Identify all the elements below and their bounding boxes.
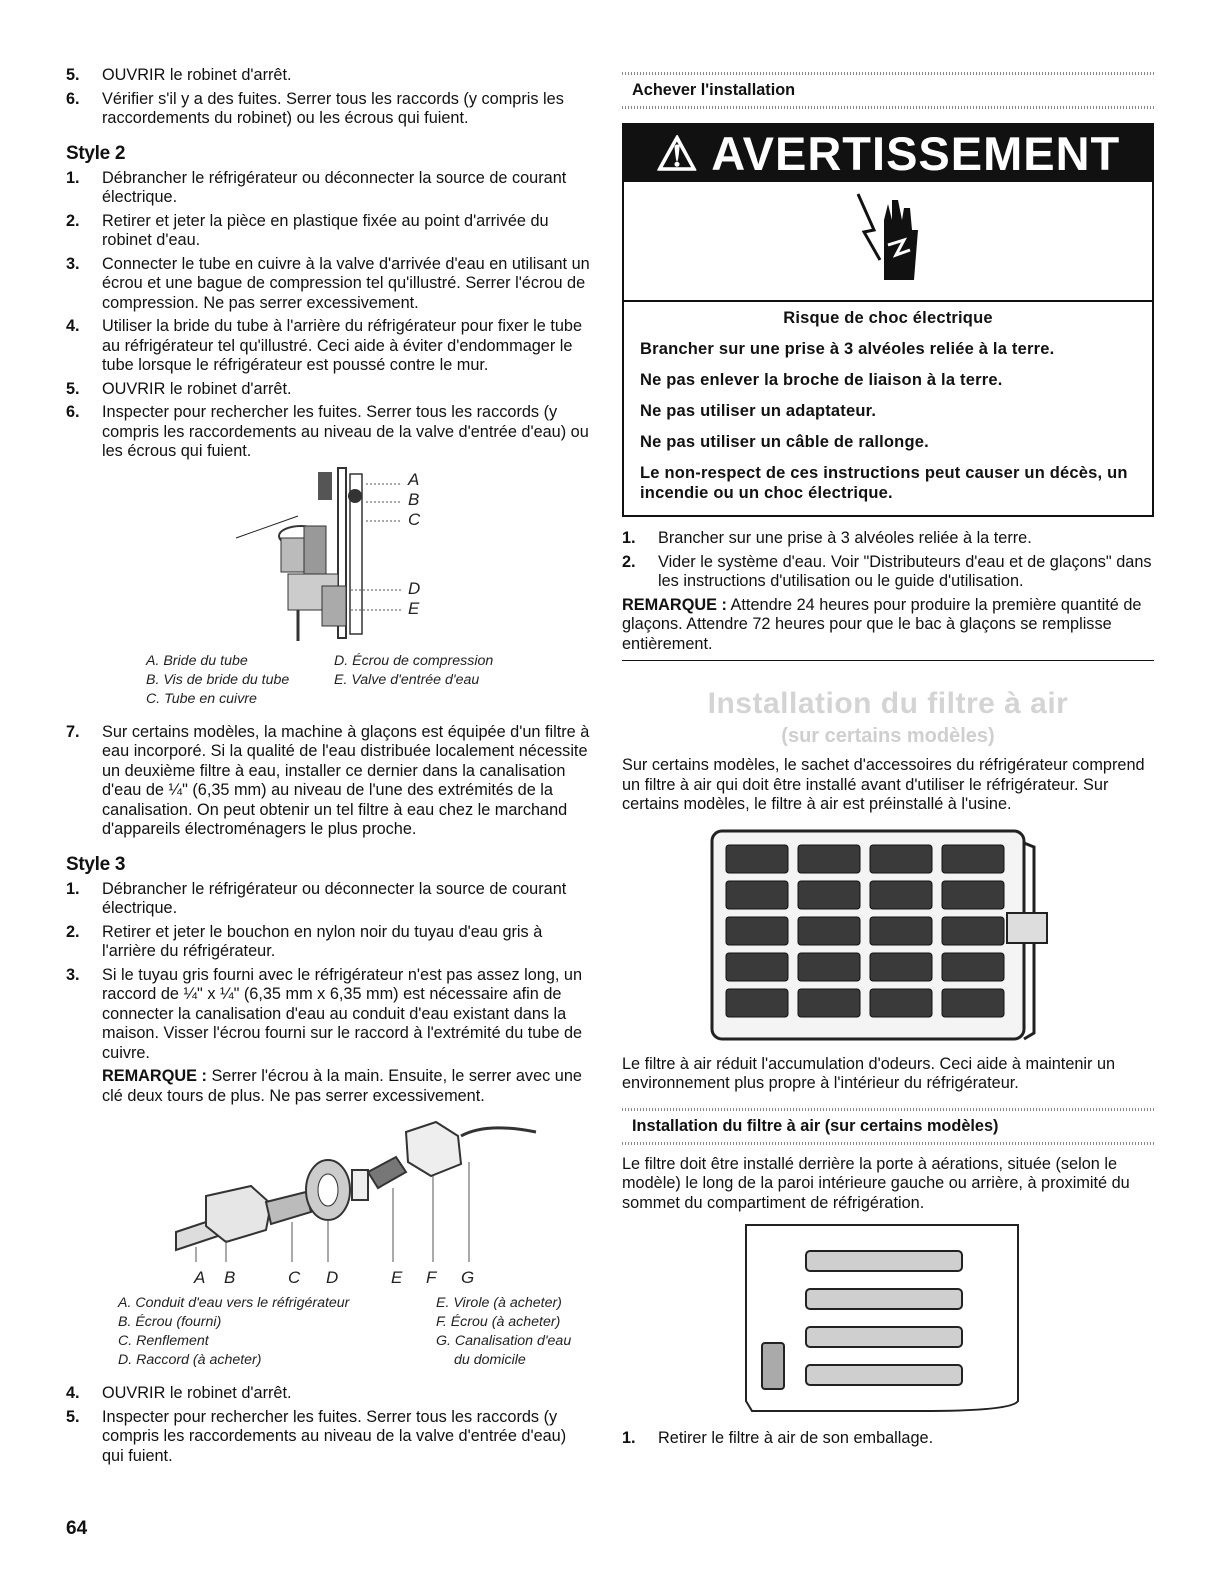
filter-cell (798, 881, 860, 909)
filter-cell (870, 953, 932, 981)
list-item: 4. OUVRIR le robinet d'arrêt. (66, 1384, 292, 1402)
figure-label: E (408, 598, 420, 618)
divider (622, 660, 1154, 661)
divider (622, 1142, 1154, 1145)
vent-door-illustration (622, 1221, 1154, 1421)
note: REMARQUE : Serrer l'écrou à la main. Ensuite, le serrer avec une clé deux tours de plus. Ne pas serrer excessivement. (102, 1067, 582, 1105)
filter-cell (726, 881, 788, 909)
left-column (66, 66, 590, 1470)
fitting-illustration (66, 1112, 590, 1272)
list-item: 1. Débrancher le réfrigérateur ou déconnecter la source de courant électrique. (66, 168, 567, 206)
page-number: 64 (66, 1518, 88, 1539)
filter-cell (942, 845, 1004, 873)
filter-cell (798, 845, 860, 873)
filter-cell (798, 917, 860, 945)
list-item: 5. OUVRIR le robinet d'arrêt. (66, 379, 292, 398)
warning-subtitle: Risque de choc électrique (783, 309, 993, 327)
hand-bolt-icon (854, 190, 924, 290)
filter-cell (726, 845, 788, 873)
sub-section-title: Installation du filtre à air (sur certains modèles) (632, 1116, 999, 1135)
warning-line: Ne pas enlever la broche de liaison à la terre. (640, 371, 1003, 389)
filter-cell (726, 917, 788, 945)
list-item: 6. Vérifier s'il y a des fuites. Serrer tous les raccords (y compris les raccordements du robinet) ou les écrous qui fuient. (66, 89, 564, 127)
warning-line: Ne pas utiliser un adaptateur. (640, 402, 877, 420)
divider (622, 106, 1154, 109)
warning-header: ⚠ AVERTISSEMENT (624, 125, 1152, 182)
list-item: 3. Si le tuyau gris fourni avec le réfrigérateur n'est pas assez long, un raccord de ¼" x ¼" (6,35 mm x 6,35 mm) est nécessaire afin de connecter la canalisation d'eau au conduit d'eau existant dans la maison. Visser l'écrou fourni sur le raccord à l'extrémité du tube de cuivre. (66, 965, 583, 1062)
list-item: 2. Vider le système d'eau. Voir "Distributeurs d'eau et de glaçons" dans les instructions d'utilisation ou le guide d'utilisation. (622, 552, 1152, 590)
figure-letters: A B C D E F G (194, 1268, 475, 1287)
warning-box (622, 123, 1154, 517)
figure-captions: A. Bride du tube D. Écrou de compression B. Vis de bride du tube E. Valve d'entrée d'eau C. Tube en cuivre (146, 652, 494, 707)
list-item: 2. Retirer et jeter la pièce en plastique fixée au point d'arrivée du robinet d'eau. (66, 211, 549, 249)
warning-body (624, 302, 1152, 515)
list-item: 6. Inspecter pour rechercher les fuites. Serrer tous les raccords (y compris les raccordements au niveau de la valve d'entrée d'eau) ou les écrous qui fuient. (66, 403, 589, 460)
filter-cell (870, 917, 932, 945)
shock-hazard-icon (624, 182, 1152, 302)
figure-label: A (408, 469, 420, 489)
style3-heading: Style 3 (66, 853, 126, 875)
list-item: 7. Sur certains modèles, la machine à glaçons est équipée d'un filtre à eau incorporé. Si la qualité de l'eau distribuée localement nécessite un deuxième filtre à eau, installer ce dernier dans la canalisation d'eau de ¼" (6,35 mm) au niveau de l'une des extrémités de la canalisation. On peut obtenir un tel filtre à eau chez le marchand d'appareils électroménagers le plus proche. (66, 722, 590, 838)
figure-label: B (408, 489, 420, 509)
section-title: Achever l'installation (632, 81, 796, 99)
air-filter-illustration (622, 823, 1154, 1049)
right-column (622, 72, 1154, 1453)
list-item: 5. Inspecter pour rechercher les fuites. Serrer tous les raccords (y compris les raccordements au niveau de la valve d'entrée d'eau) qui fuient. (66, 1407, 567, 1465)
figure-label: D (408, 578, 421, 598)
filter-cell (870, 845, 932, 873)
sub-section-text: Le filtre doit être installé derrière la porte à aérations, située (selon le modèle) le long de la paroi intérieure gauche ou arrière, à proximité du sommet du compartiment de réfrigération. (622, 1154, 1130, 1212)
figure-label: C (408, 509, 421, 529)
warning-triangle-icon: ⚠ (655, 127, 699, 180)
valve-illustration (66, 466, 590, 646)
filter-cell (726, 989, 788, 1017)
filter-title: Installation du filtre à air (707, 687, 1069, 720)
warning-line: Ne pas utiliser un câble de rallonge. (640, 433, 929, 451)
filter-subtitle: (sur certains modèles) (781, 725, 995, 747)
style2-heading: Style 2 (66, 142, 126, 164)
filter-intro: Sur certains modèles, le sachet d'accessoires du réfrigérateur comprend un filtre à air qui doit être installé avant d'utiliser le réfrigérateur. Sur certains modèles, le filtre à air est préinstallé à l'usine. (622, 756, 1145, 813)
air-filter-drawing (622, 823, 1154, 1049)
list-item: 3. Connecter le tube en cuivre à la valve d'arrivée d'eau en utilisant un écrou et une bague de compression tel qu'illustré. Serrer l'écrou de compression. Ne pas serrer excessivement. (66, 254, 590, 312)
list-item: 2. Retirer et jeter le bouchon en nylon noir du tuyau d'eau gris à l'arrière du réfrigérateur. (66, 922, 543, 960)
vent-door-drawing (622, 1221, 1154, 1421)
filter-cell (942, 989, 1004, 1017)
list-item: 1. Brancher sur une prise à 3 alvéoles reliée à la terre. (622, 529, 1032, 547)
list-item: 1. Retirer le filtre à air de son emballage. (622, 1429, 934, 1447)
note: REMARQUE : Attendre 24 heures pour produire la première quantité de glaçons. Attendre 72 heures pour que le bac à glaçons se remplisse entièrement. (622, 595, 1142, 653)
filter-description: Le filtre à air réduit l'accumulation d'odeurs. Ceci aide à maintenir un environnement plus propre à l'intérieur du réfrigérateur. (622, 1054, 1116, 1092)
list-item: 4. Utiliser la bride du tube à l'arrière du réfrigérateur pour fixer le tube au réfrigérateur tel qu'illustré. Ceci aide à éviter d'endommager le tube lorsque le réfrigérateur est poussé contre le mur. (66, 317, 583, 374)
filter-cell (942, 917, 1004, 945)
list-item: 5. OUVRIR le robinet d'arrêt. (66, 66, 292, 84)
filter-cell (798, 953, 860, 981)
filter-cell (798, 989, 860, 1017)
valve-drawing (66, 466, 590, 646)
filter-cell (942, 881, 1004, 909)
filter-cell (726, 953, 788, 981)
figure-captions: A. Conduit d'eau vers le réfrigérateur E. Virole (à acheter) B. Écrou (fourni) F. Écrou (à acheter) C. Renflement G. Canalisation d'eau D. Raccord (à acheter) du domicile (118, 1295, 572, 1368)
filter-cell (870, 881, 932, 909)
filter-cell (942, 953, 1004, 981)
warning-line: Le non-respect de ces instructions peut causer un décès, un incendie ou un choc électrique. (640, 464, 1128, 502)
filter-cell (870, 989, 932, 1017)
list-item: 1. Débrancher le réfrigérateur ou déconnecter la source de courant électrique. (66, 879, 567, 917)
fitting-drawing (66, 1112, 590, 1272)
warning-line: Brancher sur une prise à 3 alvéoles reliée à la terre. (640, 340, 1055, 358)
